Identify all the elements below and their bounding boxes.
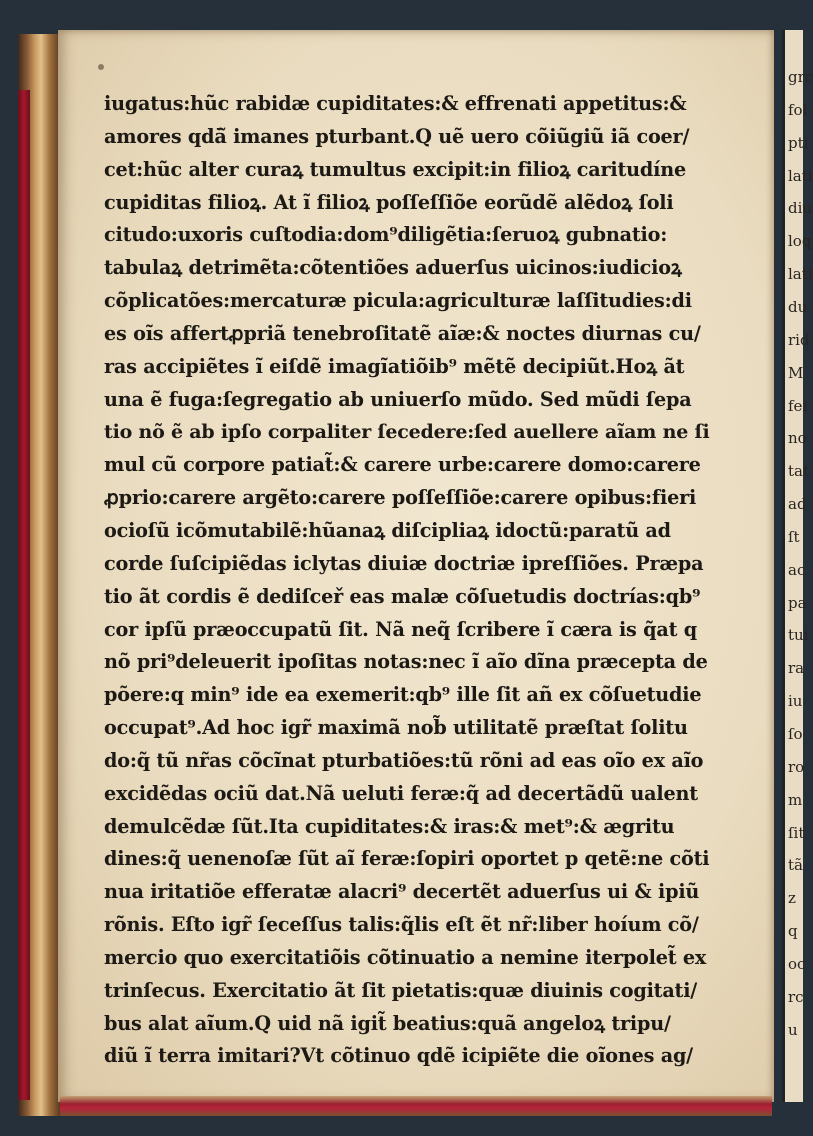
facing-page-fragment: m: [788, 790, 803, 809]
facing-page-fragment: lati: [788, 166, 813, 185]
text-line: [104, 482, 710, 515]
text-line-content: iugatus:hũc rabidæ cupiditates:& effrenati appetitus:&: [104, 92, 687, 115]
facing-page-fragment: ac: [788, 560, 806, 579]
text-line-content: demulcẽdæ ſũt.Ita cupiditates:& iras:& met⁹:& ægritu: [104, 814, 675, 838]
text-line: [104, 942, 710, 975]
facing-page-fragment: M: [788, 363, 804, 382]
text-line: [104, 909, 710, 942]
text-line-content: citudo:uxoris cuſtodia:dom⁹diligẽtia:ſeruoꝝ gubnatio:: [104, 223, 668, 247]
facing-page-fragment: du: [788, 297, 808, 316]
text-line: [104, 843, 710, 876]
text-line-content: bus alat aĩum.Q uid nã igit̃ beatius:quã angeloꝝ tripu/: [104, 1011, 671, 1035]
facing-page-fragment: pa: [788, 593, 807, 612]
text-line: [104, 252, 710, 285]
facing-page-fragment: q: [788, 922, 798, 941]
facing-page-fragment: ra: [788, 659, 805, 678]
facing-page-fragment: no: [788, 429, 807, 448]
text-line: [104, 88, 710, 121]
text-line: [104, 614, 710, 647]
text-line-content: dines:q̃ uenenoſæ ſũt aĩ feræ:ſopiri oportet p qetẽ:ne cõti: [104, 847, 710, 871]
text-line-content: trinſecus. Exercitatio ãt ſit pietatis:quæ diuinis cogitati/: [104, 978, 698, 1002]
text-line: [104, 515, 710, 548]
text-line-content: nõ pri⁹deleuerit ipoſitas notas:nec ĩ aĩo dĩna præcepta de: [104, 650, 708, 674]
text-line-content: cõplicatões:mercaturæ picula:agriculturæ laſſitudies:di: [104, 289, 692, 313]
text-line: [104, 778, 710, 811]
text-line-content: tio ãt cordis ẽ dediſceř eas malæ cõſuetudis doctrías:qb⁹: [104, 584, 701, 608]
text-line: [104, 449, 710, 482]
text-line: [104, 876, 710, 909]
text-line-content: excidẽdas ociũ dat.Nã ueluti feræ:q̃ ad decertãdũ ualent: [104, 781, 698, 805]
facing-page-fragment: rc: [788, 987, 804, 1006]
text-line: [104, 416, 710, 449]
facing-page-fragment: ro: [788, 757, 805, 776]
page-text: [104, 88, 710, 1073]
text-line-content: diũ ĩ terra imitari?Vt cõtinuo qdẽ icipiẽte die oĩones ag/: [104, 1044, 693, 1068]
text-line: [104, 745, 710, 778]
text-line: [104, 285, 710, 318]
text-line-content: cor ipſũ præoccupatũ ſit. Nã neq̃ ſcribere ĩ cæra is q̃at q: [104, 617, 697, 641]
text-line: [104, 154, 710, 187]
text-line: [104, 351, 710, 384]
text-line: [104, 646, 710, 679]
facing-page-fragment: iu: [788, 692, 803, 711]
text-line: [104, 581, 710, 614]
text-line-content: rõnis. Eſto igr̃ ſeceſſus talis:q̃lis eſt ẽt nr̃:liber hoíum cõ/: [104, 913, 699, 937]
text-line-content: ras accipiẽtes ĩ eiſdẽ imagĩatiõib⁹ mẽtẽ decipiũt.Hoꝝ ãt: [104, 354, 685, 378]
facing-page-fragment: diu: [788, 199, 813, 218]
text-line: [104, 548, 710, 581]
text-line-content: cupiditas filioꝝ. At ĩ filioꝝ poſſeſſiõe eorũdẽ alẽdoꝝ ſoli: [104, 190, 674, 214]
text-line: [104, 318, 710, 351]
text-line-content: occupat⁹.Ad hoc igr̃ maximã nob̃ utilitatẽ præſtat ſolitu: [104, 716, 688, 740]
text-line: [104, 1040, 710, 1073]
facing-page-fragment: fei: [788, 396, 808, 415]
facing-page-fragment: ſt: [788, 527, 800, 546]
text-line: [104, 384, 710, 417]
text-line-content: põere:q min⁹ ide ea exemerit:qb⁹ ille ſit añ ex cõſuetudie: [104, 683, 702, 707]
facing-page-fragment: oc: [788, 954, 806, 973]
facing-page-fragment: tui: [788, 626, 809, 645]
facing-page-fragment: fol: [788, 100, 808, 119]
facing-page-fragment: ad: [788, 495, 807, 514]
text-line-content: ocioſũ icõmutabilẽ:hũanaꝝ diſcipliaꝝ idoctũ:paratũ ad: [104, 518, 671, 542]
text-line-content: nua iritatiõe efferatæ alacri⁹ decertẽt aduerſus ui & ipiũ: [104, 880, 700, 904]
text-line-content: mul cũ corpore patiat̃:& carere urbe:carere domo:carere: [104, 453, 701, 477]
text-line-content: do:q̃ tũ nr̃as cõcĩnat pturbatiões:tũ rõni ad eas oĩo ex aĩo: [104, 748, 704, 772]
bottom-page-edge: [60, 1096, 772, 1116]
text-line-content: es oĩs affertꝓpriã tenebroſitatẽ aĩæ:& noctes diurnas cu/: [104, 321, 701, 345]
text-line: [104, 975, 710, 1008]
text-line: [104, 1008, 710, 1041]
facing-page-fragment: loq: [788, 232, 812, 251]
text-line-content: ꝓprio:carere argẽto:carere poſſeſſiõe:carere opibus:fieri: [104, 486, 697, 510]
text-line-content: tio nõ ẽ ab ipſo corpaliter ſecedere:ſed auellere aĩam ne ſi: [104, 421, 710, 444]
facing-page-fragment: pti: [788, 133, 809, 152]
text-line: [104, 121, 710, 154]
facing-page-fragment: u: [788, 1020, 798, 1039]
facing-page-fragment: grc: [788, 68, 813, 86]
text-line-content: tabulaꝝ detrimẽta:cõtentiões aduerſus uicinos:iudicioꝝ: [104, 256, 682, 280]
text-line: [104, 679, 710, 712]
facing-page-fragment: z: [788, 889, 796, 908]
ink-spot: [98, 64, 104, 70]
text-line: [104, 712, 710, 745]
text-line: [104, 811, 710, 844]
text-line: [104, 187, 710, 220]
facing-page-fragment: rid: [788, 330, 810, 349]
facing-page-fragment: tã: [788, 856, 803, 875]
facing-page-fragment: ſit: [788, 823, 805, 842]
text-line-content: una ẽ fuga:ſegregatio ab uniuerſo mũdo. Sed mũdi ſepa: [104, 387, 692, 411]
facing-page-fragment: ſo: [788, 725, 803, 743]
facing-page-edge: [782, 30, 813, 1102]
text-line: [104, 219, 710, 252]
red-page-edge: [18, 90, 30, 1100]
text-line-content: cet:hũc alter curaꝝ tumultus excipit:in filioꝝ caritudíne: [104, 157, 686, 181]
text-line-content: mercio quo exercitatiõis cõtinuatio a nemine iterpolet̃ ex: [104, 945, 707, 969]
text-line-content: amores qdā̃ imanes pturbant.Q uẽ uero cõiũgiũ iã coer/: [104, 124, 690, 148]
text-line-content: corde ſuſcipiẽdas iclytas diuiæ doctriæ ipreſſiões. Præpa: [104, 551, 704, 575]
facing-page-fragment: tat: [788, 462, 809, 481]
facing-page-fragment: lati: [788, 265, 813, 284]
